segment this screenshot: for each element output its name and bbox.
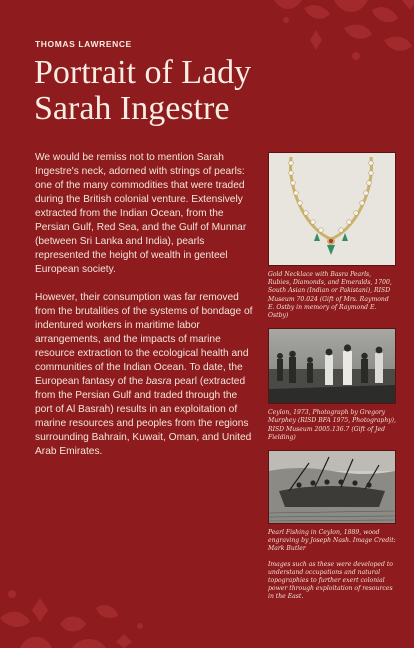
caption-pearl-fishing: Pearl Fishing in Ceylon, 1889, wood engraving by Joseph Nash. Image Credit: Mark Butler	[268, 529, 396, 553]
ceylon-photo-icon	[269, 329, 395, 403]
engraving-icon	[269, 451, 395, 523]
necklace-icon	[269, 153, 395, 265]
basra-term: basra	[146, 376, 172, 387]
paragraph-2-end: pearl (extracted from the Persian Gulf and traded through the port of Al Basrah) results in an exploitation of marine resources and peoples from the regions surrounding Bahrain, Kuwait, Oman, and United Arab Emirates.	[35, 376, 252, 457]
paragraph-1: We would be remiss not to mention Sarah Ingestre's neck, adorned with strings of pearls: one of the many commodities that were traded during the British colonial venture. Extensively extracted from the Indian Ocean, from the Persian Gulf, Red Sea, and the Gulf of Munnar (between Sri Lanka and India), pearls represented the height of wealth in genteel European society.	[35, 152, 247, 275]
title-line-2: Sarah Ingestre	[34, 90, 230, 127]
ceylon-photo	[268, 328, 396, 404]
body-text	[35, 151, 257, 473]
floral-ornament-bottom-icon	[0, 578, 160, 648]
caption-necklace: Gold Necklace with Basra Pearls, Rubies, Diamonds, and Emeralds, 1700, South Asian (Indian or Pakistani), RISD Museum 70.024 (Gift of Mrs. Raymond E. Ostby in memory of Raymond E. Ostby)	[268, 271, 392, 320]
necklace-photo	[268, 152, 396, 266]
caption-ceylon: Ceylon, 1973, Photograph by Gregory Murphey (RISD BFA 1975, Photography), RISD Museum 2005.136.7 (Gift of Jed Fielding)	[268, 409, 396, 441]
page-title	[34, 55, 294, 127]
pearl-fishing-engraving	[268, 450, 396, 524]
image-column	[268, 152, 396, 602]
title-line-1: Portrait of Lady	[34, 54, 252, 91]
artist-name: THOMAS LAWRENCE	[35, 39, 132, 49]
paragraph-2-start: However, their consumption was far removed from the brutalities of the systems of bondage of indentured workers in maritime labor arrangements, and the impacts of marine resource extraction to the ecological health and communities of the Indian Ocean. To date, the European fantasy of the	[35, 292, 253, 387]
caption-note: Images such as these were developed to understand occupations and natural topographies to further exert colonial power through exploitation of resources in the East.	[268, 560, 393, 601]
paragraph-2	[35, 291, 257, 459]
